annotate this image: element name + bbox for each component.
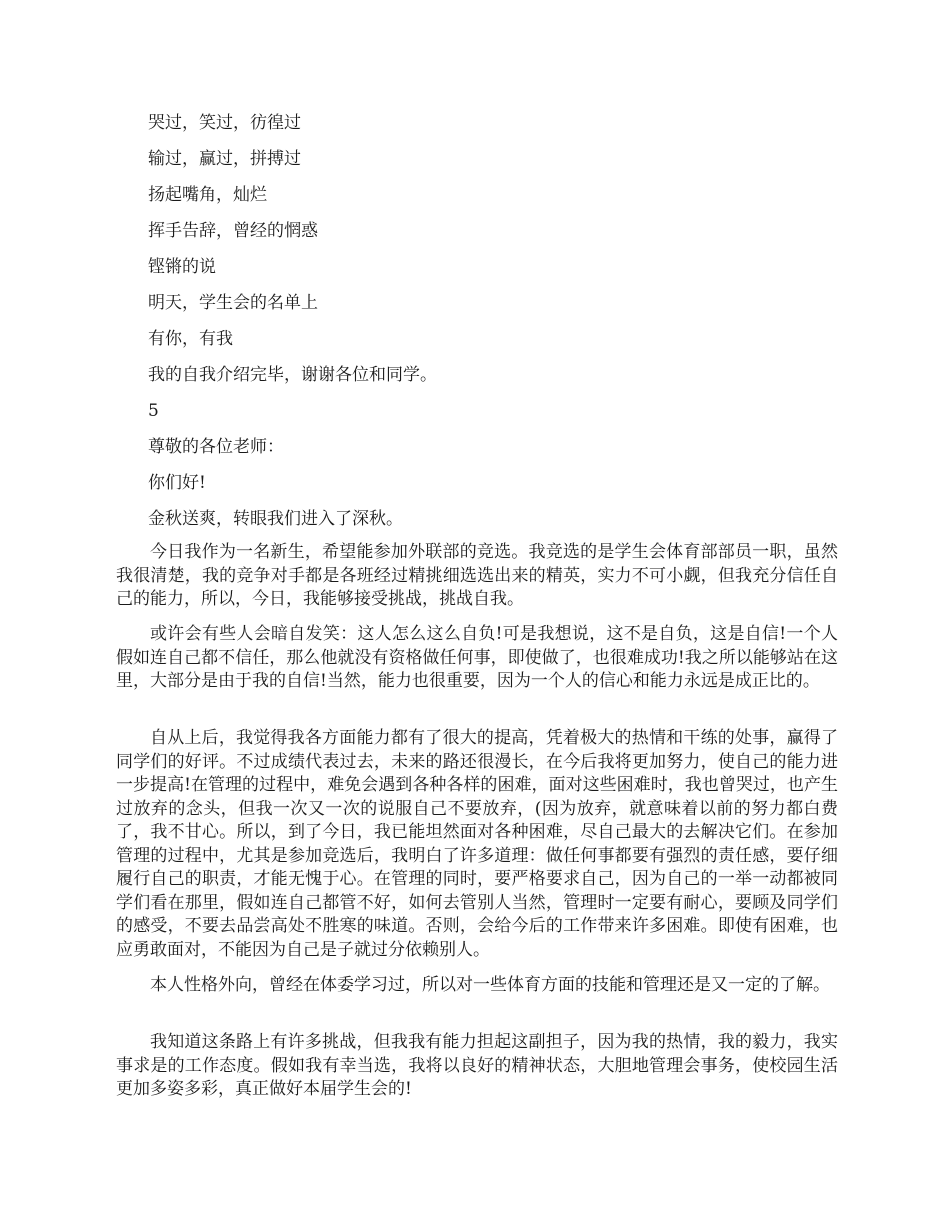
poem-line-3: 扬起嘴角，灿烂 (148, 185, 267, 205)
poem-line-6: 明天，学生会的名单上 (148, 293, 318, 313)
opening-line: 金秋送爽，转眼我们进入了深秋。 (148, 509, 403, 529)
poem-line-7: 有你，有我 (148, 329, 233, 349)
poem-line-2: 输过，赢过，拼搏过 (148, 149, 301, 169)
poem-line-1: 哭过，笑过，彷徨过 (148, 113, 301, 133)
greeting: 你们好! (148, 473, 206, 493)
poem-line-4: 挥手告辞，曾经的惘惑 (148, 221, 318, 241)
poem-line-5: 铿锵的说 (148, 257, 216, 277)
paragraph-2: 或许会有些人会暗自发笑：这人怎么这么自负!可是我想说，这不是自负，这是自信!一个人假如连自己都不信任，那么他就没有资格做任何事，即使做了，也很难成功!我之所以能够站在这里，大部分是由于我的自信!当然，能力也很重要，因为一个人的信心和能力永远是成正比的。 (116, 624, 838, 691)
section-number: 5 (148, 401, 159, 421)
salutation: 尊敬的各位老师： (148, 437, 284, 457)
paragraph-3: 自从上后，我觉得我各方面能力都有了很大的提高，凭着极大的热情和干练的处事，赢得了同学们的好评。不过成绩代表过去，未来的路还很漫长，在今后我将更加努力，使自己的能力进一步提高!在管理的过程中，难免会遇到各种各样的困难，面对这些困难时，我也曾哭过，也产生过放弃的念头，但我一次又一次的说服自己不要放弃，(因为放弃，就意味着以前的努力都白费了，我不甘心。所以，到了今日，我已能坦然面对各种困难，尽自己最大的去解决它们。在参加管理的过程中，尤其是参加竞选后，我明白了许多道理：做任何事都要有强烈的责任感，要仔细履行自己的职责，才能无愧于心。在管理的同时，要严格要求自己，因为自己的一举一动都被同学们看在那里，假如连自己都管不好，如何去管别人当然，管理时一定要有耐心，要顾及同学们的感受，不要去品尝高处不胜寒的味道。否则，会给今后的工作带来许多困难。即使有困难，也应勇敢面对，不能因为自己是子就过分依赖别人。 (116, 728, 838, 960)
paragraph-5: 我知道这条路上有许多挑战，但我我有能力担起这副担子，因为我的热情，我的毅力，我实事求是的工作态度。假如我有幸当选，我将以良好的精神状态，大胆地管理会事务，使校园生活更加多姿多彩，真正做好本届学生会的! (116, 1032, 838, 1099)
closing-line: 我的自我介绍完毕，谢谢各位和同学。 (148, 365, 437, 385)
paragraph-1: 今日我作为一名新生，希望能参加外联部的竞选。我竞选的是学生会体育部部员一职，虽然我很清楚，我的竞争对手都是各班经过精挑细选选出来的精英，实力不可小觑，但我充分信任自己的能力，所以，今日，我能够接受挑战，挑战自我。 (116, 542, 838, 609)
paragraph-4: 本人性格外向，曾经在体委学习过，所以对一些体育方面的技能和管理还是又一定的了解。 (150, 975, 830, 995)
